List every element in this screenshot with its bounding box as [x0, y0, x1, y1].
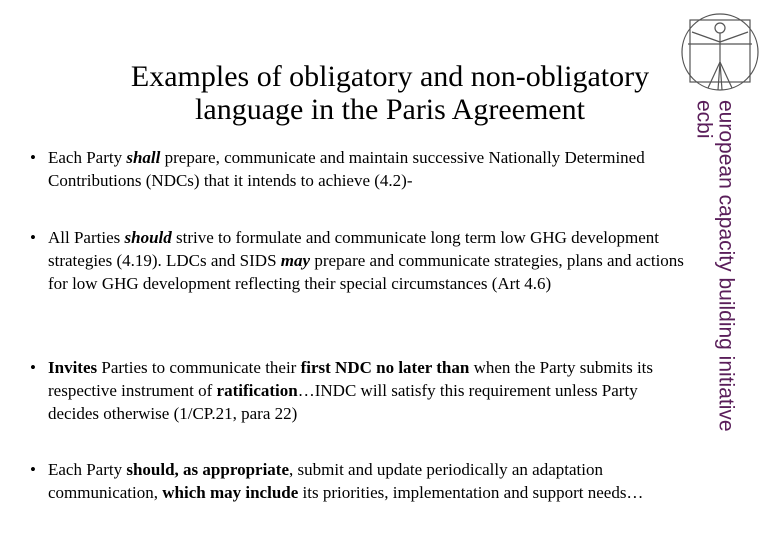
bullet-item — [30, 356, 690, 425]
text-run: its priorities, implementation and support needs… — [298, 483, 644, 502]
bullet-item — [30, 458, 690, 504]
text-run: strive to formulate and communicate long term low GHG development strategies (4.19). LDCs and SIDS — [48, 228, 664, 270]
text-run: prepare and communicate strategies, plans and actions for low GHG development reflecting their special circumstances (Art 4.6) — [48, 251, 689, 293]
bullet-text — [30, 146, 690, 192]
ecbi-vertical-label — [692, 100, 757, 520]
bullet-dot: • — [30, 228, 36, 247]
text-run: Parties to communicate their — [97, 358, 301, 377]
bullet-dot: • — [30, 358, 36, 377]
text-run: All Parties — [48, 228, 125, 247]
emphasis-run: first NDC no later than — [300, 358, 470, 377]
text-run: Each Party — [48, 460, 127, 479]
emphasis-run: should, as appropriate — [126, 460, 290, 479]
bullet-item — [30, 226, 690, 295]
ecbi-acronym: ecbi — [692, 100, 716, 139]
bullet-text — [30, 458, 690, 504]
vitruvian-man-icon — [678, 6, 762, 100]
text-run: when the Party submits its respective instrument of — [48, 358, 658, 400]
emphasis-run: may — [280, 251, 311, 270]
bullet-dot: • — [30, 148, 36, 167]
text-run: prepare, communicate and maintain successive Nationally Determined Contributions (NDCs) that it intends to achieve (4.2)- — [48, 148, 649, 190]
bullet-text — [30, 226, 690, 295]
slide-title — [100, 60, 680, 126]
slide-title-line-2: language in the Paris Agreement — [195, 93, 585, 126]
emphasis-run: shall — [126, 148, 161, 167]
text-run: Each Party — [48, 148, 127, 167]
ecbi-full-name: european capacity building initiative — [714, 100, 738, 432]
bullet-text — [30, 356, 690, 425]
emphasis-run: which may include — [162, 483, 299, 502]
text-run: …INDC will satisfy this requirement unless Party decides otherwise (1/CP.21, para 22) — [48, 381, 642, 423]
emphasis-run: ratification — [216, 381, 298, 400]
slide-title-line-1: Examples of obligatory and non-obligatory — [130, 60, 650, 93]
text-run: , submit and update periodically an adaptation communication, — [48, 460, 608, 502]
emphasis-run: Invites — [48, 358, 98, 377]
emphasis-run: should — [124, 228, 172, 247]
bullet-item — [30, 146, 690, 192]
bullet-dot: • — [30, 460, 36, 479]
